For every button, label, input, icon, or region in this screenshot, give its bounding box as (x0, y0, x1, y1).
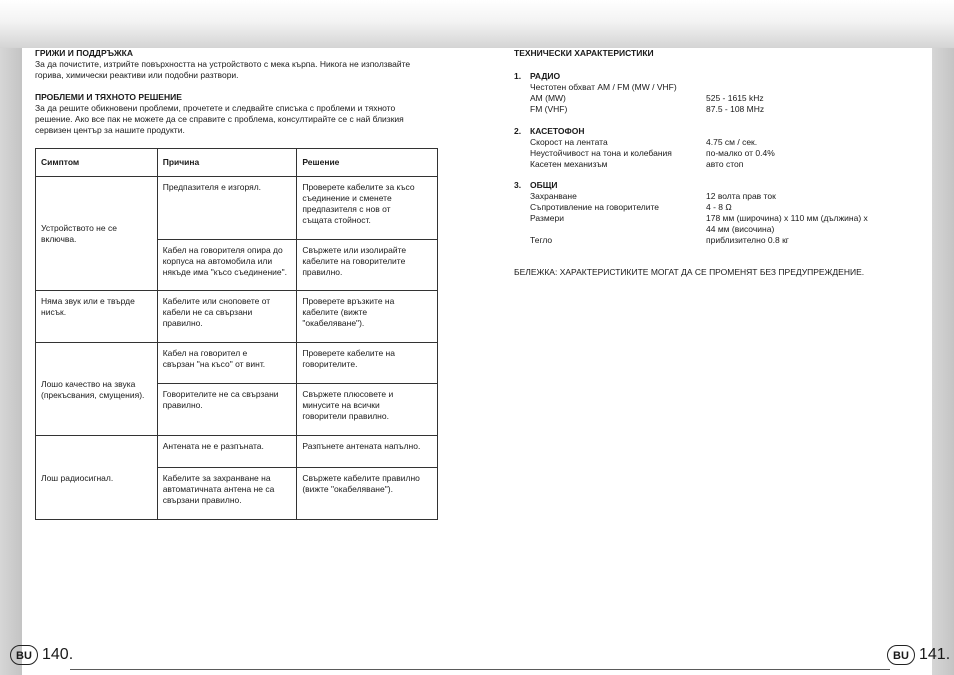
specs-note: БЕЛЕЖКА: ХАРАКТЕРИСТИКИТЕ МОГАТ ДА СЕ ПРОМЕНЯТ БЕЗ ПРЕДУПРЕЖДЕНИЕ. (514, 267, 865, 277)
page-number-text: 141. (919, 646, 951, 663)
spec-row: Тегло приблизително 0.8 кг (530, 235, 789, 245)
table-row (36, 436, 438, 468)
symptom-cell: Няма звук или е твърде нисък. (36, 291, 158, 343)
specs-title: ТЕХНИЧЕСКИ ХАРАКТЕРИСТИКИ (514, 48, 654, 58)
cause-cell: Предпазителя е изгорял. (157, 177, 297, 240)
solution-cell: Свържете плюсовете и минусите на всички говорители правилно. (297, 384, 438, 436)
symptom-cell: Лош радиосигнал. (36, 436, 158, 520)
spec-row: 44 мм (височина) (706, 224, 775, 234)
page-number-left (10, 645, 73, 665)
table-row (36, 291, 438, 343)
spec-section-heading: 2. КАСЕТОФОН (514, 126, 585, 136)
spec-section-heading: 1. РАДИО (514, 71, 561, 81)
care-section (35, 48, 440, 81)
cause-cell: Кабелите за захранване на автоматичната антена не са свързани правилно. (157, 468, 297, 520)
spec-row: Размери 178 мм (широчина) х 110 мм (дължина) х (530, 213, 868, 223)
troubleshooting-text-line: За да решите обикновени проблеми, прочетете и следвайте списъка с проблеми и тяхното (35, 103, 396, 113)
cause-cell: Говорителите не са свързани правилно. (157, 384, 297, 436)
cause-cell: Антената не е разпъната. (157, 436, 297, 468)
cause-cell: Кабелите или сноповете от кабели не са свързани правилно. (157, 291, 297, 343)
header-symptom: Симптом (36, 149, 158, 177)
cause-cell: Кабел на говорителя опира до корпуса на автомобила или някъде има "късо съединение". (157, 240, 297, 291)
solution-cell: Проверете кабелите на говорителите. (297, 343, 438, 384)
table-row (36, 177, 438, 240)
table-header-row (36, 149, 438, 177)
care-text-line: горива, химически реактиви или подобни разтвори. (35, 70, 239, 80)
solution-cell: Проверете кабелите за късо съединение и сменете предпазителя с нов от същата стойност. (297, 177, 438, 240)
symptom-cell: Устройството не се включва. (36, 177, 158, 291)
troubleshooting-heading: ПРОБЛЕМИ И ТЯХНОТО РЕШЕНИЕ (35, 92, 182, 102)
spec-section-radio (514, 71, 914, 115)
troubleshooting-text-line: решение. Ако все пак не можете да се справите с проблема, консултирайте се с най близкия (35, 114, 404, 124)
spec-row: Неустойчивост на тона и колебания по-малко от 0.4% (530, 148, 775, 158)
page-number-right (887, 645, 950, 665)
solution-cell: Проверете връзките на кабелите (вижте "окабеляване"). (297, 291, 438, 343)
spec-row: Честотен обхват AM / FM (MW / VHF) (530, 82, 677, 92)
table-row (36, 343, 438, 384)
footer-rule (70, 669, 890, 670)
right-side-bar (932, 48, 954, 675)
symptom-cell: Лошо качество на звука (прекъсвания, смущения). (36, 343, 158, 436)
care-heading: ГРИЖИ И ПОДДРЪЖКА (35, 48, 134, 58)
solution-cell: Свържете или изолирайте кабелите на говорителите правилно. (297, 240, 438, 291)
spec-row: Захранване 12 волта прав ток (530, 191, 776, 201)
troubleshooting-table (35, 148, 438, 520)
header-band (0, 0, 954, 48)
spec-section-general (514, 180, 914, 246)
solution-cell: Свържете кабелите правилно (вижте "окабеляване"). (297, 468, 438, 520)
cause-cell: Кабел на говорител е свързан "на късо" от винт. (157, 343, 297, 384)
solution-cell: Разпънете антената напълно. (297, 436, 438, 468)
header-solution: Решение (297, 149, 438, 177)
spec-row: FM (VHF) 87.5 - 108 MHz (530, 104, 765, 114)
page-number-text: 140. (42, 646, 74, 663)
spec-row: Скорост на лентата 4.75 см / сек. (530, 137, 758, 147)
spec-row: AM (MW) 525 - 1615 kHz (530, 93, 764, 103)
troubleshooting-text-line: сервизен център за нашите продукти. (35, 125, 185, 135)
care-text-line: За да почистите, изтрийте повърхността на устройството с мека кърпа. Никога не използвайте (35, 59, 411, 69)
spec-row: Касетен механизъм авто стоп (530, 159, 744, 169)
language-badge: BU (10, 645, 38, 665)
left-side-bar (0, 48, 22, 675)
language-badge: BU (887, 645, 915, 665)
spec-section-heading: 3. ОБЩИ (514, 180, 558, 190)
troubleshooting-section (35, 92, 440, 136)
spec-row: Съпротивление на говорителите 4 - 8 Ω (530, 202, 732, 212)
header-cause: Причина (157, 149, 297, 177)
spec-section-cassette (514, 126, 914, 170)
